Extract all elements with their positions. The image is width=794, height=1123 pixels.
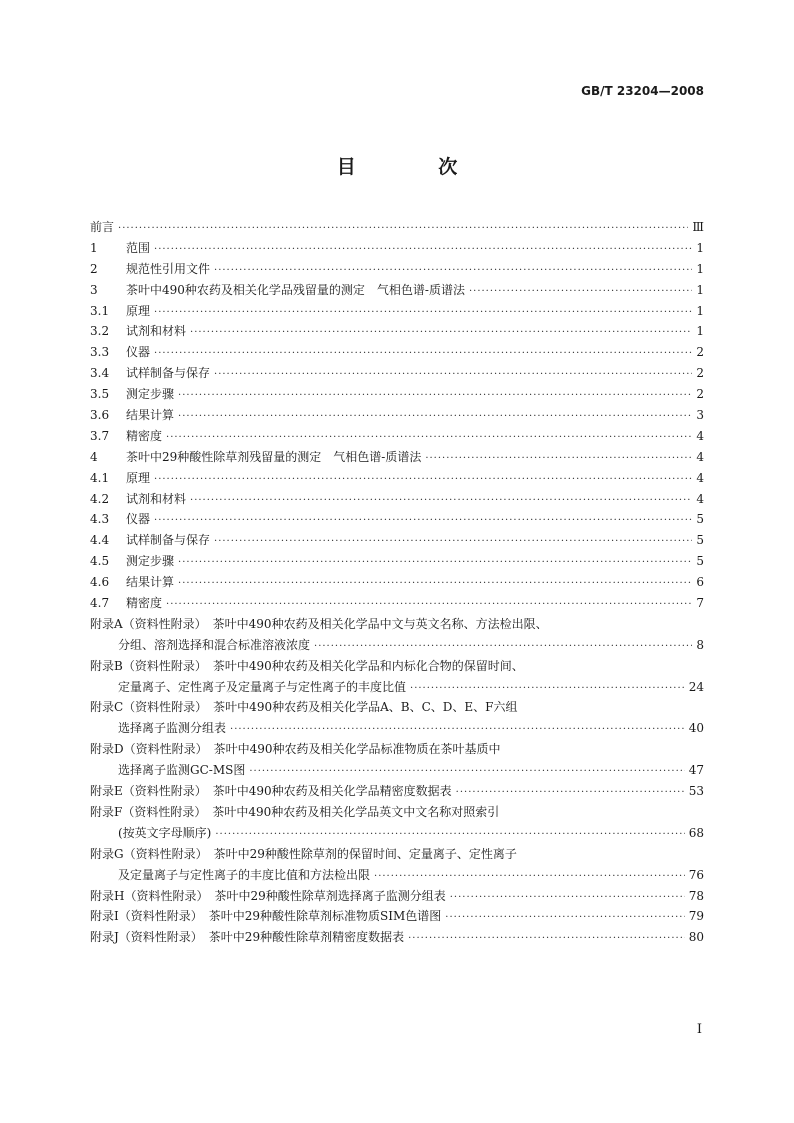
toc-entry-number: 4.5 — [90, 554, 110, 569]
toc-entry-number: 4.1 — [90, 470, 110, 485]
toc-entry-title: 附录B（资料性附录） 茶叶中490种农药及相关化学品和内标化合物的保留时间、 — [90, 658, 524, 673]
dot-leader — [154, 303, 692, 324]
appendix-entry-continuation[interactable] — [90, 823, 704, 844]
page-number: Ⅰ — [696, 1022, 702, 1037]
toc-entry-title: 定量离子、定性离子及定量离子与定性离子的丰度比值 — [118, 679, 407, 694]
toc-entry[interactable] — [90, 405, 704, 426]
appendix-entry[interactable] — [90, 739, 704, 760]
toc-entry-number: 2 — [90, 261, 98, 276]
toc-entry[interactable] — [90, 321, 704, 342]
toc-entry-number: 3.1 — [90, 303, 110, 318]
toc-entry-page: 4 — [696, 491, 704, 506]
toc-entry-number: 4.7 — [90, 596, 110, 611]
toc-entry-page: 2 — [696, 366, 704, 381]
toc-entry-page: 4 — [696, 428, 704, 443]
dot-leader — [154, 344, 692, 365]
toc-entry-title: 附录E（资料性附录） 茶叶中490种农药及相关化学品精密度数据表 — [90, 784, 452, 799]
toc-entry-page: 2 — [696, 345, 704, 360]
toc-entry-title: 原理 — [126, 470, 151, 485]
toc-entry[interactable] — [90, 280, 704, 301]
toc-entry-page: 47 — [688, 763, 704, 778]
toc-entry-title: 结果计算 — [126, 408, 175, 423]
toc-entry-title: 附录J（资料性附录） 茶叶中29种酸性除草剂精密度数据表 — [90, 930, 405, 945]
dot-leader — [410, 679, 685, 700]
toc-entry-title: 茶叶中490种农药及相关化学品残留量的测定 气相色谱-质谱法 — [126, 282, 465, 297]
toc-entry-title: 仪器 — [126, 512, 151, 527]
toc-entry-title: 试样制备与保存 — [126, 366, 211, 381]
toc-entry[interactable] — [90, 572, 704, 593]
toc-entry[interactable] — [90, 259, 704, 280]
dot-leader — [190, 323, 692, 344]
toc-entry-title: 附录I（资料性附录） 茶叶中29种酸性除草剂标准物质SIM色谱图 — [90, 909, 442, 924]
toc-entry-number: 3.7 — [90, 428, 110, 443]
toc-entry-title: 附录H（资料性附录） 茶叶中29种酸性除草剂选择离子监测分组表 — [90, 888, 446, 903]
appendix-entry[interactable] — [90, 781, 704, 802]
toc-entry-page: 1 — [696, 240, 704, 255]
toc-entry-title: 及定量离子与定性离子的丰度比值和方法检出限 — [118, 867, 371, 882]
toc-entry[interactable] — [90, 509, 704, 530]
toc-entry-number: 4 — [90, 449, 98, 464]
toc-entry-page: 5 — [696, 533, 704, 548]
appendix-entry-continuation[interactable] — [90, 677, 704, 698]
toc-entry-number: 3 — [90, 282, 98, 297]
toc-entry-title: 仪器 — [126, 345, 151, 360]
dot-leader — [214, 532, 692, 553]
toc-entry-title: 附录F（资料性附录） 茶叶中490种农药及相关化学品英文中文名称对照索引 — [90, 804, 500, 819]
toc-entry-number: 3.4 — [90, 366, 110, 381]
appendix-entry[interactable] — [90, 614, 704, 635]
toc-entry-page: 78 — [688, 888, 704, 903]
dot-leader — [214, 365, 692, 386]
toc-entry-page: 1 — [696, 261, 704, 276]
dot-leader — [154, 470, 692, 491]
toc-entry-number: 3.2 — [90, 324, 110, 339]
toc-entry-page: 2 — [696, 387, 704, 402]
toc-entry[interactable] — [90, 426, 704, 447]
toc-entry[interactable] — [90, 217, 704, 238]
dot-leader — [214, 261, 692, 282]
toc-entry-title: 测定步骤 — [126, 554, 175, 569]
toc-entry-title: 精密度 — [126, 428, 163, 443]
toc-entry-page: 1 — [696, 303, 704, 318]
toc-entry-title: 原理 — [126, 303, 151, 318]
toc-entry-title: 精密度 — [126, 596, 163, 611]
toc-entry-title: 测定步骤 — [126, 387, 175, 402]
toc-entry-number: 4.4 — [90, 533, 110, 548]
dot-leader — [190, 491, 692, 512]
toc-entry-title: (按英文字母顺序) — [118, 825, 212, 840]
appendix-entry[interactable] — [90, 802, 704, 823]
toc-entry-page: 24 — [688, 679, 704, 694]
appendix-entry[interactable] — [90, 906, 704, 927]
toc-entry-page: 7 — [696, 596, 704, 611]
toc-entry-page: 1 — [696, 324, 704, 339]
toc-entry[interactable] — [90, 468, 704, 489]
appendix-entry[interactable] — [90, 697, 704, 718]
toc-entry-page: 4 — [696, 449, 704, 464]
toc-entry-page: 3 — [696, 408, 704, 423]
dot-leader — [249, 762, 684, 783]
dot-leader — [215, 825, 684, 846]
appendix-entry-continuation[interactable] — [90, 865, 704, 886]
dot-leader — [154, 511, 692, 532]
appendix-entry-continuation[interactable] — [90, 760, 704, 781]
toc-entry-page: 53 — [688, 784, 704, 799]
toc-entry-title: 分组、溶剂选择和混合标准溶液浓度 — [118, 637, 311, 652]
toc-entry-number: 3.6 — [90, 408, 110, 423]
toc-entry-page: 1 — [696, 282, 704, 297]
toc-entry[interactable] — [90, 238, 704, 259]
toc-entry-number: 4.2 — [90, 491, 110, 506]
appendix-entry-continuation[interactable] — [90, 635, 704, 656]
dot-leader — [425, 449, 692, 470]
page-title: 目 次 — [336, 156, 496, 178]
toc-entry-title: 选择离子监测GC-MS图 — [118, 763, 246, 778]
toc-entry-title: 结果计算 — [126, 575, 175, 590]
toc-entry-page: 80 — [688, 930, 704, 945]
toc-entry-number: 1 — [90, 240, 98, 255]
toc-entry-title: 试样制备与保存 — [126, 533, 211, 548]
toc-entry-number: 3.5 — [90, 387, 110, 402]
toc-entry-page: 40 — [688, 721, 704, 736]
dot-leader — [230, 720, 685, 741]
toc-entry[interactable] — [90, 593, 704, 614]
toc-entry-page: 4 — [696, 470, 704, 485]
toc-entry[interactable] — [90, 489, 704, 510]
dot-leader — [178, 407, 692, 428]
toc-entry-title: 附录A（资料性附录） 茶叶中490种农药及相关化学品中文与英文名称、方法检出限、 — [90, 616, 548, 631]
appendix-entry[interactable] — [90, 844, 704, 865]
dot-leader — [166, 428, 692, 449]
dot-leader — [166, 595, 692, 616]
toc-entry-number: 3.3 — [90, 345, 110, 360]
dot-leader — [178, 574, 692, 595]
toc-entry-number: 4.6 — [90, 575, 110, 590]
dot-leader — [469, 282, 692, 303]
toc-entry-title: 附录G（资料性附录） 茶叶中29种酸性除草剂的保留时间、定量离子、定性离子 — [90, 846, 517, 861]
dot-leader — [154, 240, 692, 261]
appendix-entry[interactable] — [90, 656, 704, 677]
toc-entry[interactable] — [90, 530, 704, 551]
standard-code: GB/T 23204—2008 — [581, 84, 704, 98]
toc-entry-title: 选择离子监测分组表 — [118, 721, 227, 736]
toc-entry-title: 试剂和材料 — [126, 324, 187, 339]
toc-entry-page: Ⅲ — [692, 220, 704, 234]
toc-entry[interactable] — [90, 551, 704, 572]
dot-leader — [456, 783, 685, 804]
dot-leader — [408, 929, 685, 950]
toc-entry[interactable] — [90, 342, 704, 363]
toc-entry-title: 附录D（资料性附录） 茶叶中490种农药及相关化学品标准物质在茶叶基质中 — [90, 742, 501, 757]
toc-entry-title: 前言 — [90, 220, 115, 234]
toc-entry-title: 茶叶中29种酸性除草剂残留量的测定 气相色谱-质谱法 — [126, 449, 422, 464]
toc-entry-page: 8 — [696, 637, 704, 652]
toc-entry-page: 68 — [688, 825, 704, 840]
dot-leader — [374, 867, 685, 888]
toc-entry-title: 附录C（资料性附录） 茶叶中490种农药及相关化学品A、B、C、D、E、F六组 — [90, 700, 518, 715]
dot-leader — [178, 553, 692, 574]
toc-entry[interactable] — [90, 447, 704, 468]
toc-entry-page: 6 — [696, 575, 704, 590]
toc-entry[interactable] — [90, 301, 704, 322]
dot-leader — [314, 637, 692, 658]
dot-leader — [178, 386, 692, 407]
table-of-contents — [90, 217, 704, 948]
appendix-entry[interactable] — [90, 927, 704, 948]
dot-leader — [118, 219, 688, 240]
toc-entry-title: 试剂和材料 — [126, 491, 187, 506]
toc-entry-page: 76 — [688, 867, 704, 882]
dot-leader — [450, 888, 685, 909]
appendix-entry-continuation[interactable] — [90, 718, 704, 739]
toc-entry-page: 79 — [688, 909, 704, 924]
toc-entry-page: 5 — [696, 512, 704, 527]
toc-entry-title: 范围 — [126, 240, 151, 255]
toc-entry[interactable] — [90, 384, 704, 405]
toc-entry-title: 规范性引用文件 — [126, 261, 211, 276]
dot-leader — [445, 908, 684, 929]
toc-entry-number: 4.3 — [90, 512, 110, 527]
appendix-entry[interactable] — [90, 886, 704, 907]
toc-entry-page: 5 — [696, 554, 704, 569]
toc-entry[interactable] — [90, 363, 704, 384]
